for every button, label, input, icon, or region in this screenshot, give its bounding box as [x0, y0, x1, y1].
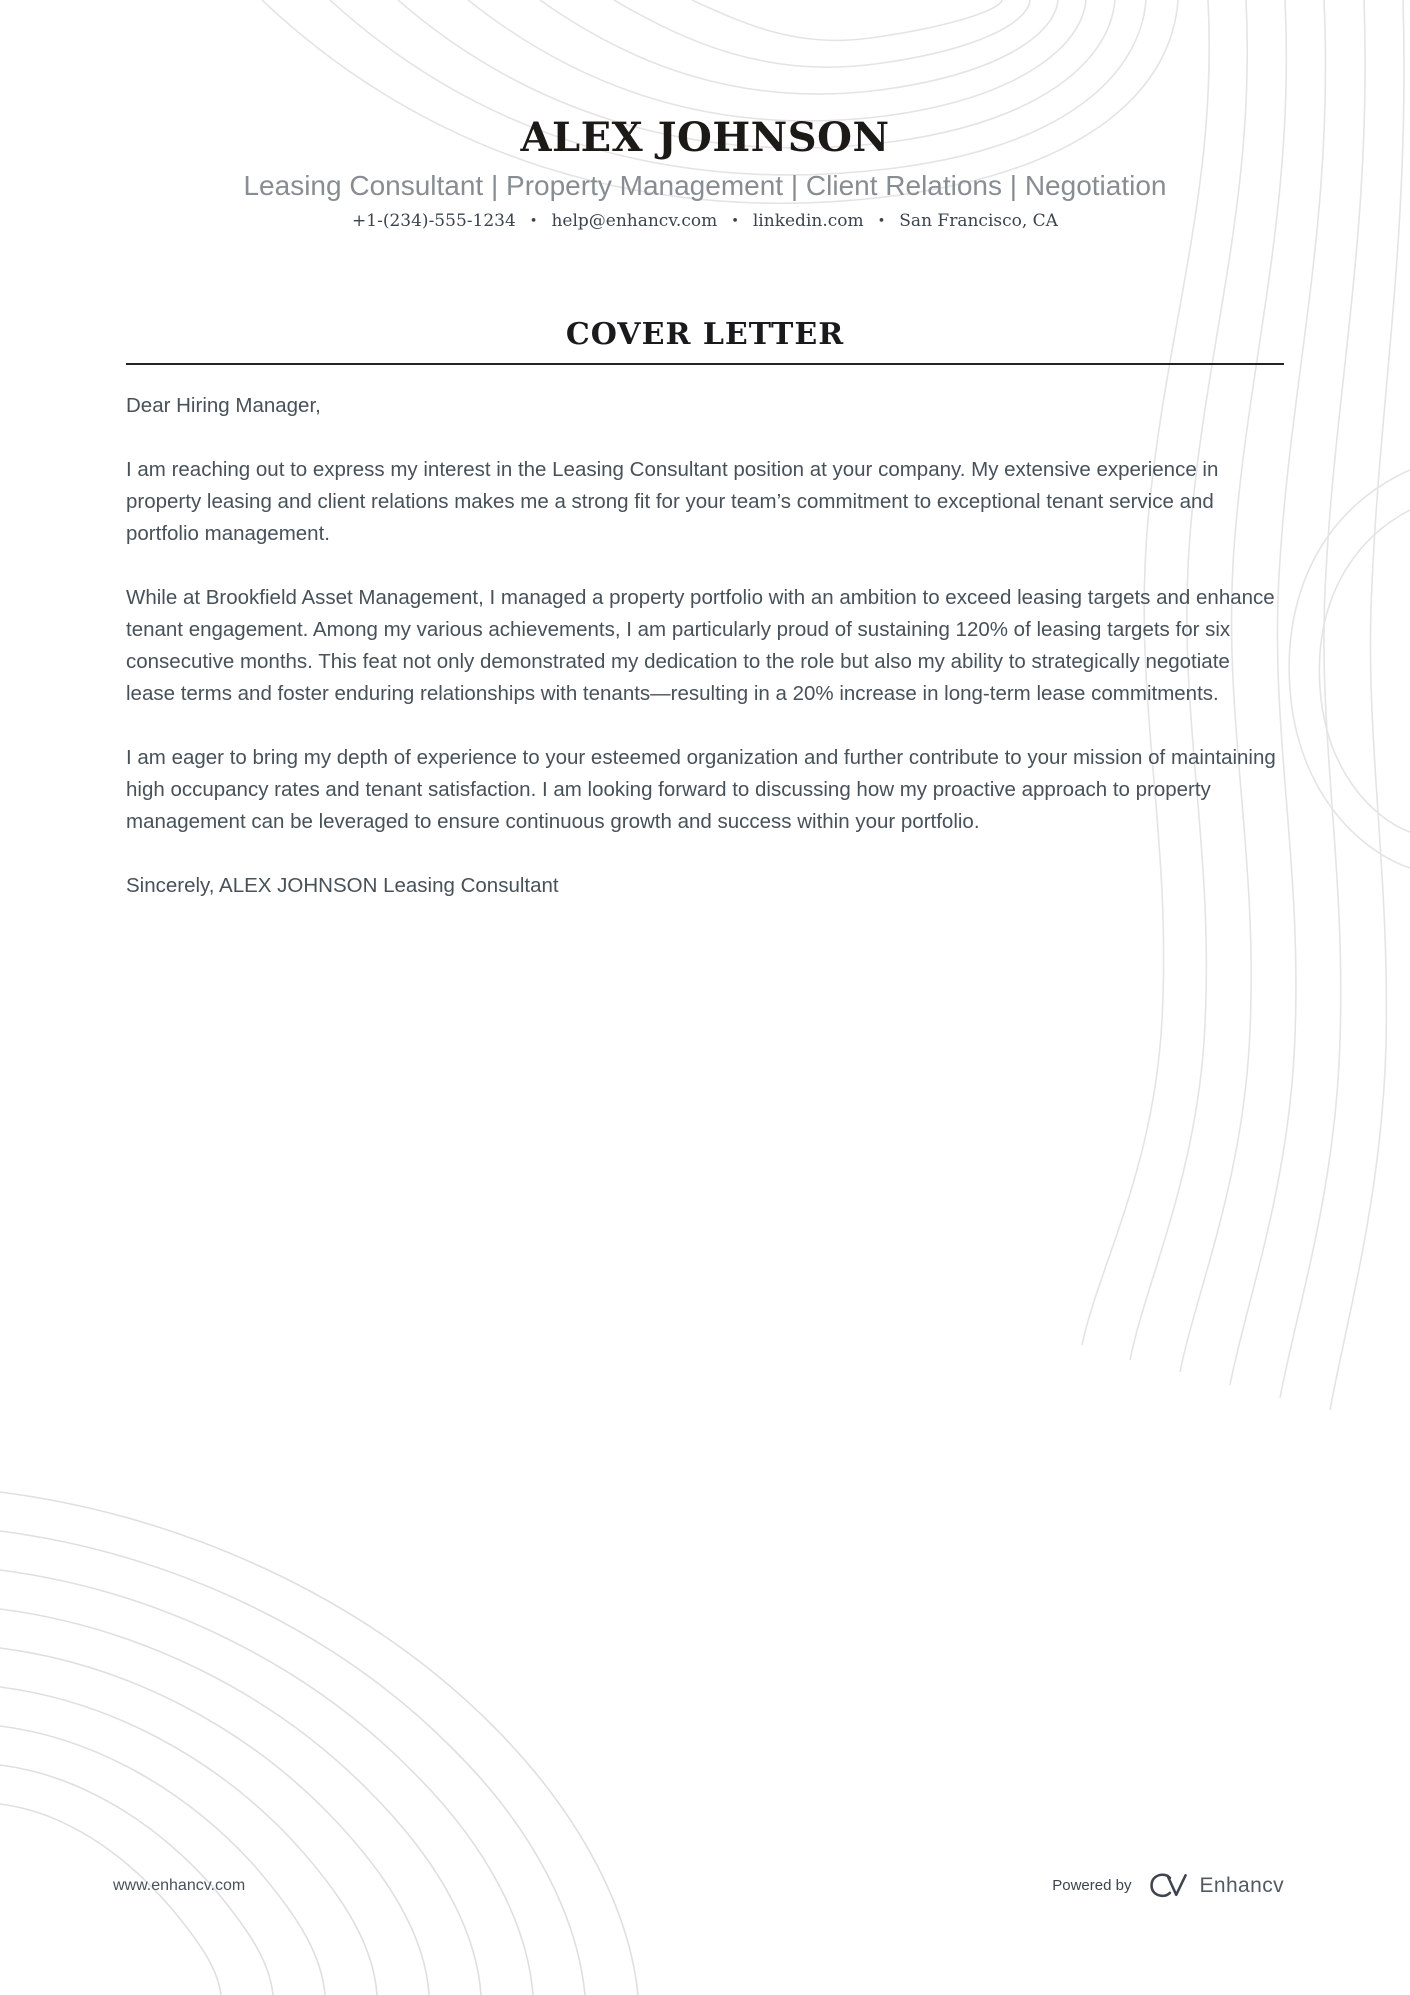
document-header [0, 0, 1410, 231]
brand-name: Enhancv [1199, 1873, 1284, 1897]
contact-location: San Francisco, CA [899, 211, 1058, 231]
powered-by-enhancv-link[interactable] [1052, 1872, 1284, 1899]
page-footer [113, 1872, 1284, 1899]
bullet-separator-icon: • [877, 213, 886, 229]
contact-row [0, 211, 1410, 231]
salutation: Dear Hiring Manager, [126, 394, 321, 417]
document-content [0, 0, 1410, 902]
bullet-separator-icon: • [731, 213, 739, 229]
contour-group-bottom-left [0, 1492, 638, 1995]
candidate-headline: Leasing Consultant | Property Management | Client Relations | Negotiation [243, 170, 1167, 201]
section-heading: COVER LETTER [565, 317, 845, 352]
candidate-name: ALEX JOHNSON [520, 114, 890, 161]
letter-paragraph: I am eager to bring my depth of experience to your esteemed organization and further contribute to your mission of maintaining high occupancy rates and tenant satisfaction. I am looking forward to discussing how my proactive approach to property management can be leveraged to ensure continuous growth and success within your portfolio. [126, 746, 1276, 833]
letter-paragraph: I am reaching out to express my interest in the Leasing Consultant position at your company. My extensive experience in property leasing and client relations makes me a strong fit for your team’s commitment to exceptional tenant service and portfolio management. [126, 458, 1219, 545]
bullet-separator-icon: • [529, 213, 538, 229]
contact-linkedin: linkedin.com [752, 211, 864, 231]
letter-paragraph: While at Brookfield Asset Management, I managed a property portfolio with an ambition to exceed leasing targets and enhance tenant engagement. Among my various achievements, I am particularly proud of sustaining 120% of leasing targets for six consecutive months. This feat not only demonstrated my dedication to the role but also my ability to strategically negotiate lease terms and foster enduring relationships with tenants—resulting in a 20% increase in long-term lease commitments. [126, 586, 1275, 705]
footer-website-link[interactable]: www.enhancv.com [113, 1876, 246, 1894]
signature-line: Sincerely, ALEX JOHNSON Leasing Consultant [126, 874, 559, 897]
cover-letter-section [0, 317, 1410, 902]
section-divider [126, 363, 1284, 365]
enhancv-infinity-logo-icon [1148, 1872, 1188, 1899]
contact-phone: +1-(234)-555-1234 [352, 211, 516, 231]
powered-by-label: Powered by [1052, 1877, 1132, 1894]
contact-email: help@enhancv.com [551, 211, 718, 231]
